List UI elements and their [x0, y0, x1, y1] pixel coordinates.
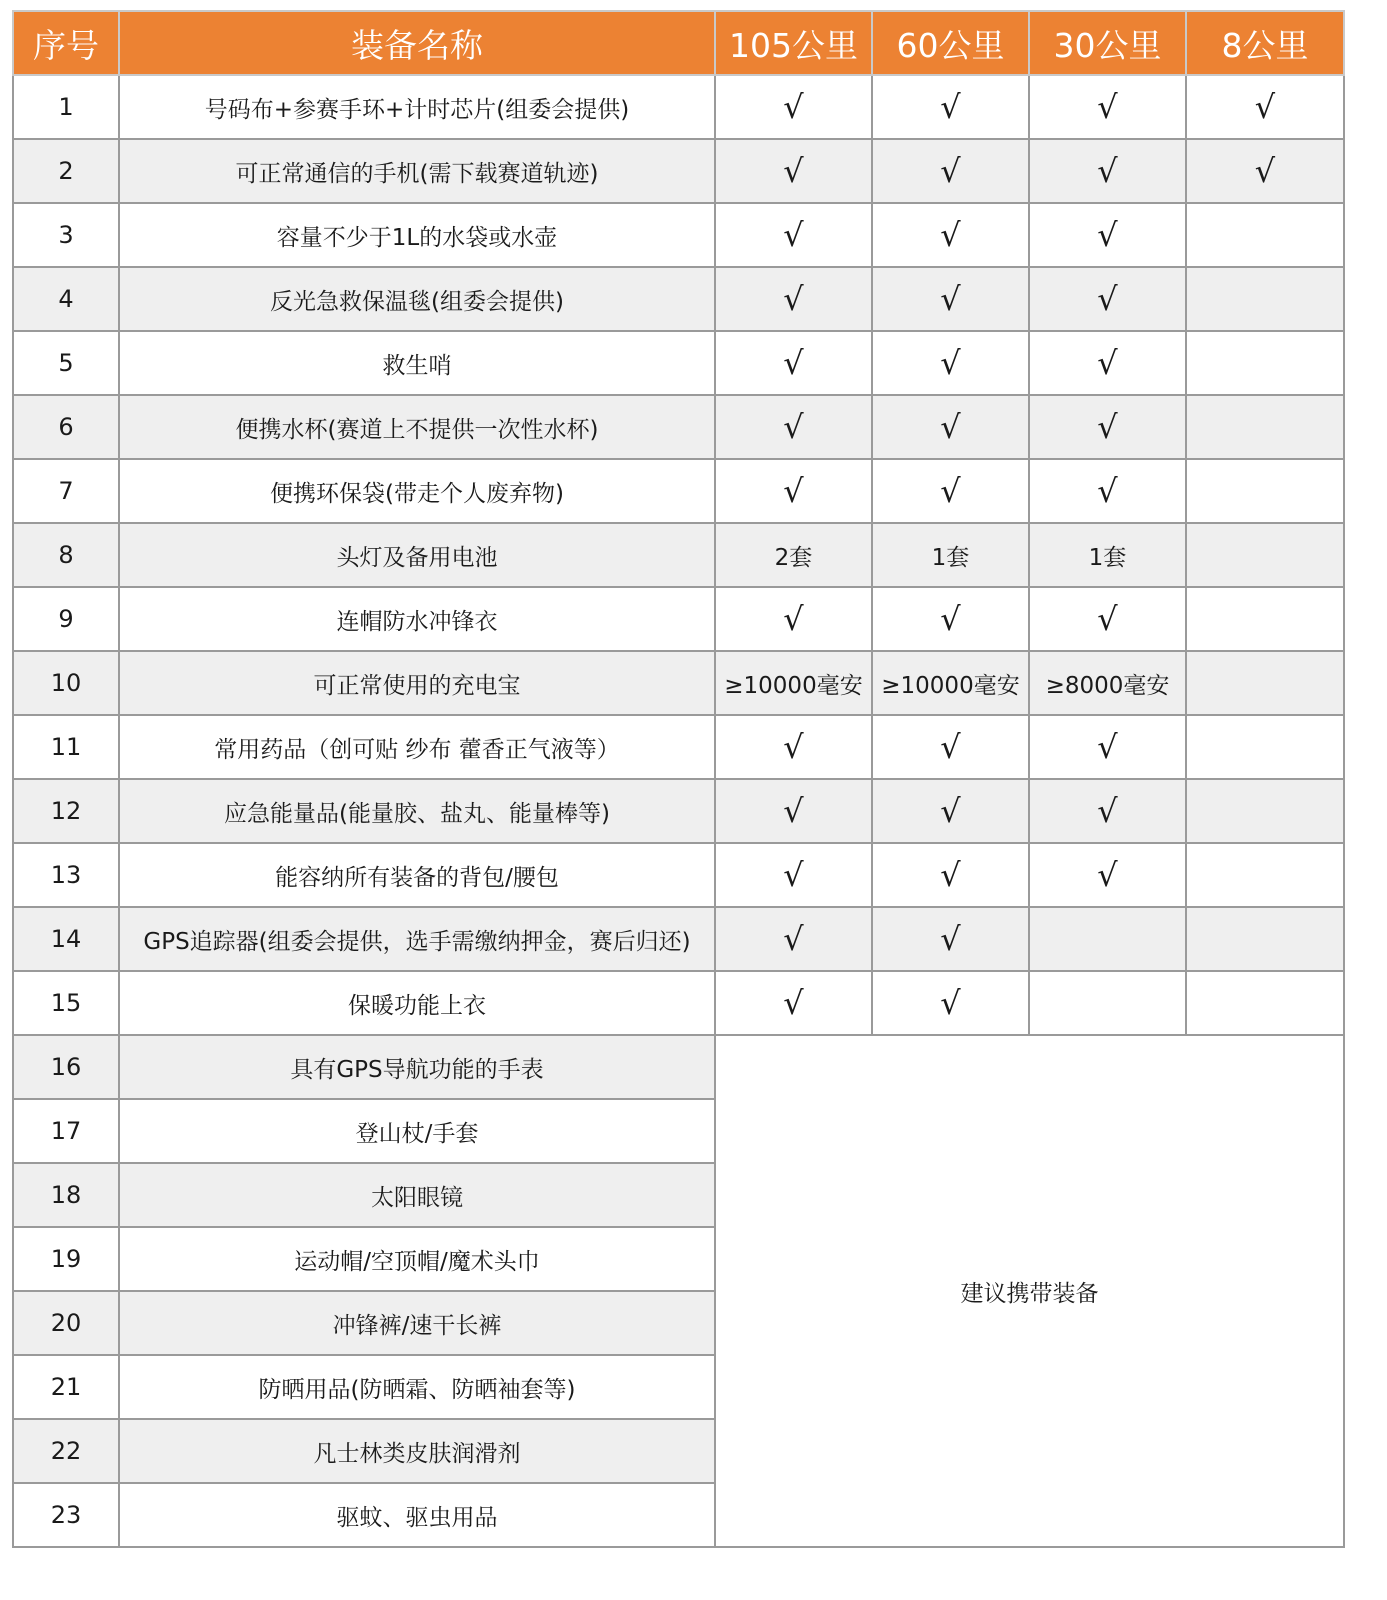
row-30km-value: √ — [1029, 139, 1186, 203]
row-60km-value: √ — [872, 139, 1029, 203]
row-60km-value: √ — [872, 843, 1029, 907]
table-row — [13, 843, 1344, 907]
row-30km-value: √ — [1029, 395, 1186, 459]
row-equipment-name: 凡士林类皮肤润滑剂 — [119, 1419, 715, 1483]
table-row — [13, 1035, 1344, 1099]
row-30km-value — [1029, 971, 1186, 1035]
equipment-table — [12, 10, 1345, 1548]
row-8km-value — [1186, 779, 1344, 843]
row-30km-value: √ — [1029, 75, 1186, 139]
header-60km: 60公里 — [872, 11, 1029, 75]
row-8km-value — [1186, 267, 1344, 331]
row-8km-value: √ — [1186, 139, 1344, 203]
row-8km-value — [1186, 971, 1344, 1035]
row-60km-value: √ — [872, 395, 1029, 459]
row-equipment-name: 连帽防水冲锋衣 — [119, 587, 715, 651]
row-60km-value: √ — [872, 587, 1029, 651]
row-105km-value: √ — [715, 75, 872, 139]
row-equipment-name: 容量不少于1L的水袋或水壶 — [119, 203, 715, 267]
row-index: 6 — [13, 395, 119, 459]
header-30km: 30公里 — [1029, 11, 1186, 75]
table-row — [13, 651, 1344, 715]
row-60km-value: √ — [872, 779, 1029, 843]
table-row — [13, 459, 1344, 523]
row-equipment-name: 常用药品（创可贴 纱布 藿香正气液等） — [119, 715, 715, 779]
row-105km-value: √ — [715, 459, 872, 523]
row-60km-value: √ — [872, 715, 1029, 779]
row-equipment-name: 冲锋裤/速干长裤 — [119, 1291, 715, 1355]
row-equipment-name: 具有GPS导航功能的手表 — [119, 1035, 715, 1099]
row-8km-value — [1186, 651, 1344, 715]
table-row — [13, 907, 1344, 971]
row-index: 20 — [13, 1291, 119, 1355]
row-8km-value — [1186, 715, 1344, 779]
row-105km-value: √ — [715, 395, 872, 459]
row-8km-value — [1186, 395, 1344, 459]
row-8km-value: √ — [1186, 75, 1344, 139]
table-row — [13, 523, 1344, 587]
row-index: 4 — [13, 267, 119, 331]
row-index: 11 — [13, 715, 119, 779]
row-index: 23 — [13, 1483, 119, 1547]
row-30km-value: √ — [1029, 331, 1186, 395]
row-index: 9 — [13, 587, 119, 651]
row-8km-value — [1186, 203, 1344, 267]
row-60km-value: √ — [872, 331, 1029, 395]
row-index: 16 — [13, 1035, 119, 1099]
row-105km-value: √ — [715, 779, 872, 843]
row-equipment-name: 太阳眼镜 — [119, 1163, 715, 1227]
row-30km-value: √ — [1029, 203, 1186, 267]
table-row — [13, 331, 1344, 395]
row-60km-value: √ — [872, 203, 1029, 267]
row-105km-value: √ — [715, 587, 872, 651]
row-30km-value: 1套 — [1029, 523, 1186, 587]
row-60km-value: √ — [872, 75, 1029, 139]
row-equipment-name: 号码布+参赛手环+计时芯片(组委会提供) — [119, 75, 715, 139]
row-equipment-name: 救生哨 — [119, 331, 715, 395]
row-105km-value: √ — [715, 139, 872, 203]
row-index: 21 — [13, 1355, 119, 1419]
row-8km-value — [1186, 587, 1344, 651]
row-30km-value: √ — [1029, 267, 1186, 331]
row-index: 19 — [13, 1227, 119, 1291]
row-60km-value: ≥10000毫安 — [872, 651, 1029, 715]
row-105km-value: 2套 — [715, 523, 872, 587]
row-index: 7 — [13, 459, 119, 523]
row-index: 10 — [13, 651, 119, 715]
table-row — [13, 267, 1344, 331]
row-index: 22 — [13, 1419, 119, 1483]
table-row — [13, 971, 1344, 1035]
row-equipment-name: 便携环保袋(带走个人废弃物) — [119, 459, 715, 523]
row-8km-value — [1186, 523, 1344, 587]
row-105km-value: √ — [715, 331, 872, 395]
row-8km-value — [1186, 331, 1344, 395]
row-equipment-name: 防晒用品(防晒霜、防晒袖套等) — [119, 1355, 715, 1419]
row-8km-value — [1186, 459, 1344, 523]
row-equipment-name: 登山杖/手套 — [119, 1099, 715, 1163]
table-row — [13, 75, 1344, 139]
table-row — [13, 395, 1344, 459]
table-row — [13, 203, 1344, 267]
row-105km-value: √ — [715, 715, 872, 779]
suggested-equipment-label: 建议携带装备 — [715, 1035, 1344, 1547]
row-index: 8 — [13, 523, 119, 587]
row-index: 2 — [13, 139, 119, 203]
row-30km-value — [1029, 907, 1186, 971]
header-8km: 8公里 — [1186, 11, 1344, 75]
row-30km-value: √ — [1029, 587, 1186, 651]
row-index: 14 — [13, 907, 119, 971]
row-105km-value: √ — [715, 843, 872, 907]
row-105km-value: √ — [715, 203, 872, 267]
row-index: 13 — [13, 843, 119, 907]
table-row — [13, 779, 1344, 843]
row-equipment-name: GPS追踪器(组委会提供，选手需缴纳押金，赛后归还) — [119, 907, 715, 971]
row-index: 5 — [13, 331, 119, 395]
row-equipment-name: 便携水杯(赛道上不提供一次性水杯) — [119, 395, 715, 459]
row-60km-value: √ — [872, 907, 1029, 971]
row-index: 15 — [13, 971, 119, 1035]
row-equipment-name: 驱蚊、驱虫用品 — [119, 1483, 715, 1547]
row-30km-value: √ — [1029, 715, 1186, 779]
row-equipment-name: 可正常通信的手机(需下载赛道轨迹) — [119, 139, 715, 203]
row-index: 17 — [13, 1099, 119, 1163]
row-index: 1 — [13, 75, 119, 139]
row-60km-value: √ — [872, 971, 1029, 1035]
row-30km-value: ≥8000毫安 — [1029, 651, 1186, 715]
row-index: 3 — [13, 203, 119, 267]
row-equipment-name: 头灯及备用电池 — [119, 523, 715, 587]
row-equipment-name: 运动帽/空顶帽/魔术头巾 — [119, 1227, 715, 1291]
row-60km-value: 1套 — [872, 523, 1029, 587]
row-105km-value: √ — [715, 267, 872, 331]
row-60km-value: √ — [872, 267, 1029, 331]
row-30km-value: √ — [1029, 843, 1186, 907]
row-60km-value: √ — [872, 459, 1029, 523]
header-index: 序号 — [13, 11, 119, 75]
table-row — [13, 715, 1344, 779]
row-equipment-name: 反光急救保温毯(组委会提供) — [119, 267, 715, 331]
header-name: 装备名称 — [119, 11, 715, 75]
row-equipment-name: 能容纳所有装备的背包/腰包 — [119, 843, 715, 907]
header-row — [13, 11, 1344, 75]
row-30km-value: √ — [1029, 459, 1186, 523]
row-equipment-name: 应急能量品(能量胶、盐丸、能量棒等) — [119, 779, 715, 843]
table-row — [13, 139, 1344, 203]
header-105km: 105公里 — [715, 11, 872, 75]
row-index: 18 — [13, 1163, 119, 1227]
row-equipment-name: 可正常使用的充电宝 — [119, 651, 715, 715]
equipment-table-wrapper — [12, 10, 1343, 1587]
row-105km-value: √ — [715, 971, 872, 1035]
row-equipment-name: 保暖功能上衣 — [119, 971, 715, 1035]
row-8km-value — [1186, 843, 1344, 907]
row-8km-value — [1186, 907, 1344, 971]
table-row — [13, 587, 1344, 651]
row-30km-value: √ — [1029, 779, 1186, 843]
row-105km-value: ≥10000毫安 — [715, 651, 872, 715]
row-index: 12 — [13, 779, 119, 843]
row-105km-value: √ — [715, 907, 872, 971]
